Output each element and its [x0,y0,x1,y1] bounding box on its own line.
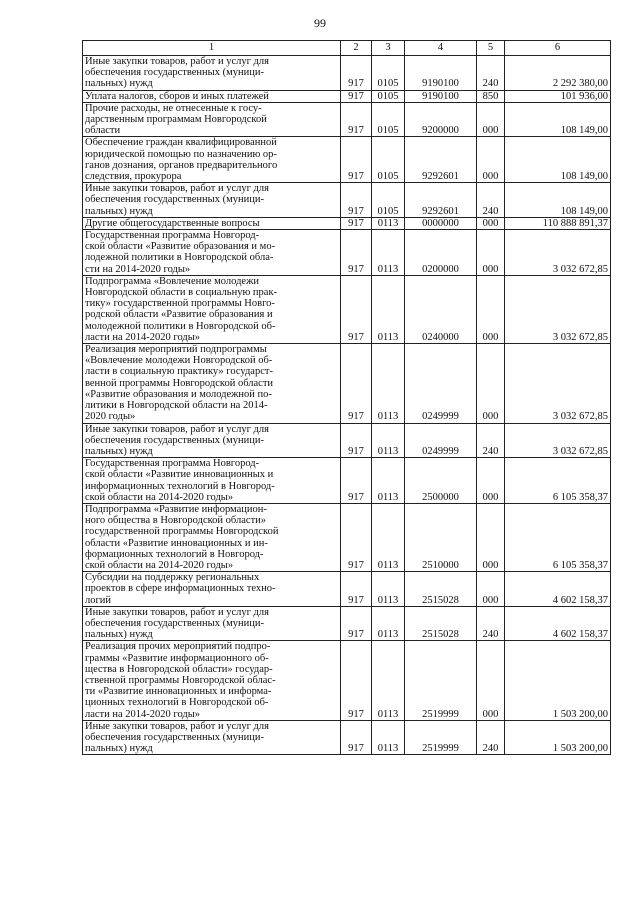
expense-name-line: обеспечения государственных (муници- [85,194,264,206]
expense-name-line: Уплата налогов, сборов и иных платежей [85,90,269,102]
expense-name [83,102,341,137]
section-code: 0113 [372,641,405,720]
header-cell: 5 [477,41,505,56]
admin-code: 917 [341,275,372,343]
expense-name-line: Другие общегосударственные вопросы [85,217,260,229]
expense-name-line: Государственная программа Новгород- [85,458,260,470]
expense-name-line: Субсидии на поддержку региональных [85,572,260,584]
expense-name-line: Новгородской области в социальную прак- [85,287,278,299]
section-code: 0105 [372,137,405,183]
expense-name-line: щества в Новгородской области» государ- [85,663,273,675]
expense-name-line: Подпрограмма «Развитие информацион- [85,503,267,515]
expense-name-line: Реализация прочих мероприятий подпро- [85,641,271,653]
admin-code: 917 [341,230,372,276]
expense-name-line: Прочие расходы, не отнесенные к госу- [85,102,262,114]
expense-type-code: 000 [477,641,505,720]
expense-name-line: Иные закупки товаров, работ и услуг для [85,606,269,618]
admin-code: 917 [341,572,372,607]
amount: 6 105 358,37 [505,458,611,504]
admin-code: 917 [341,720,372,755]
expense-name-line: Иные закупки товаров, работ и услуг для [85,56,269,67]
admin-code: 917 [341,183,372,218]
admin-code: 917 [341,503,372,571]
expense-name-line: обеспечения государственных (муници- [85,617,264,629]
section-code: 0113 [372,344,405,423]
header-cell: 4 [405,41,477,56]
target-article-code: 2519999 [405,720,477,755]
budget-table [82,40,611,755]
amount: 108 149,00 [505,102,611,137]
expense-name-line: Иные закупки товаров, работ и услуг для [85,720,269,732]
expense-name-line: обеспечения государственных (муници- [85,67,264,79]
target-article-code: 9190100 [405,56,477,91]
expense-type-code: 000 [477,275,505,343]
table-row [83,344,611,423]
admin-code: 917 [341,606,372,641]
section-code: 0113 [372,230,405,276]
expense-type-code: 000 [477,503,505,571]
expense-name-line: ласти на 2014-2020 годы» [85,331,201,343]
admin-code: 917 [341,641,372,720]
expense-name [83,217,341,229]
amount: 3 032 672,85 [505,275,611,343]
expense-name-line: ской области «Развитие образования и мо- [85,241,276,253]
admin-code: 917 [341,344,372,423]
target-article-code: 2500000 [405,458,477,504]
header-cell: 1 [83,41,341,56]
expense-type-code: 850 [477,90,505,102]
target-article-code: 2515028 [405,606,477,641]
expense-name [83,183,341,218]
expense-name-line: молодежной политики в Новгородской об- [85,320,276,332]
expense-name [83,423,341,458]
admin-code: 917 [341,137,372,183]
amount: 4 602 158,37 [505,572,611,607]
expense-type-code: 000 [477,137,505,183]
expense-name-line: юридической помощью по назначению ор- [85,148,277,160]
expense-type-code: 240 [477,720,505,755]
table-row [83,275,611,343]
table-row [83,230,611,276]
expense-name-line: родской области «Развитие образования и [85,309,273,321]
amount: 6 105 358,37 [505,503,611,571]
expense-name [83,458,341,504]
section-code: 0113 [372,217,405,229]
section-code: 0113 [372,423,405,458]
expense-name-line: ционных технологий в Новгородской об- [85,697,269,709]
expense-type-code: 000 [477,458,505,504]
admin-code: 917 [341,217,372,229]
section-code: 0113 [372,606,405,641]
expense-name-line: литики в Новгородской области на 2014- [85,400,268,412]
target-article-code: 0249999 [405,423,477,458]
table-row [83,606,611,641]
expense-name-line: Иные закупки товаров, работ и услуг для [85,183,269,195]
target-article-code: 0200000 [405,230,477,276]
amount: 101 936,00 [505,90,611,102]
expense-name [83,606,341,641]
expense-name-line: Подпрограмма «Вовлечение молодежи [85,275,259,287]
expense-name [83,137,341,183]
expense-name [83,344,341,423]
expense-name [83,572,341,607]
header-cell: 2 [341,41,372,56]
table-row [83,423,611,458]
target-article-code: 2510000 [405,503,477,571]
expense-name-line: сти на 2014-2020 годы» [85,263,191,275]
table-row [83,56,611,91]
expense-name [83,275,341,343]
target-article-code: 9292601 [405,183,477,218]
target-article-code: 9292601 [405,137,477,183]
expense-name-line: ской области «Развитие инновационных и [85,469,274,481]
expense-name-line: области «Развитие инновационных и ин- [85,537,268,549]
expense-name-line: пальных) нужд [85,445,153,457]
admin-code: 917 [341,458,372,504]
table-row [83,90,611,102]
expense-name-line: ской области на 2014-2020 годы» [85,559,234,571]
expense-type-code: 240 [477,606,505,641]
target-article-code: 2519999 [405,641,477,720]
amount: 108 149,00 [505,183,611,218]
admin-code: 917 [341,423,372,458]
table-row [83,641,611,720]
admin-code: 917 [341,56,372,91]
expense-name-line: обеспечения государственных (муници- [85,731,264,743]
section-code: 0113 [372,503,405,571]
expense-name [83,641,341,720]
admin-code: 917 [341,102,372,137]
expense-name-line: ти «Развитие инновационных и информа- [85,686,272,698]
expense-name-line: информационных технологий в Новгород- [85,480,275,492]
expense-name-line: Реализация мероприятий подпрограммы [85,344,267,356]
expense-name-line: области [85,125,121,137]
amount: 3 032 672,85 [505,230,611,276]
amount: 2 292 380,00 [505,56,611,91]
section-code: 0113 [372,572,405,607]
expense-name-line: дарственным программам Новгородской [85,114,267,126]
expense-name-line: ганов дознания, органов предварительного [85,159,278,171]
amount: 3 032 672,85 [505,344,611,423]
amount: 3 032 672,85 [505,423,611,458]
expense-name-line: пальных) нужд [85,629,153,641]
expense-name-line: ласти на 2014-2020 годы» [85,708,201,720]
expense-name-line: тику» государственной программы Новго- [85,298,275,310]
table-row [83,102,611,137]
expense-name-line: пальных) нужд [85,205,153,217]
expense-name [83,90,341,102]
expense-name-line: ской области на 2014-2020 годы» [85,491,234,503]
amount: 1 503 200,00 [505,641,611,720]
expense-name-line: Обеспечение граждан квалифицированной [85,137,277,149]
expense-type-code: 240 [477,56,505,91]
target-article-code: 9200000 [405,102,477,137]
header-row [83,41,611,56]
target-article-code: 0000000 [405,217,477,229]
expense-type-code: 000 [477,230,505,276]
section-code: 0113 [372,458,405,504]
section-code: 0113 [372,720,405,755]
section-code: 0105 [372,183,405,218]
expense-name-line: венной программы Новгородской области [85,377,274,389]
section-code: 0105 [372,56,405,91]
expense-name-line: государственной программы Новгородской [85,526,279,538]
expense-name-line: лодежной политики в Новгородской обла- [85,252,274,264]
table-row [83,458,611,504]
expense-name-line: ного общества в Новгородской области» [85,515,267,527]
expense-name-line: обеспечения государственных (муници- [85,434,264,446]
expense-name-line: 2020 годы» [85,411,136,423]
expense-type-code: 240 [477,183,505,218]
header-cell: 3 [372,41,405,56]
expense-type-code: 240 [477,423,505,458]
page-number: 99 [314,16,326,30]
table-row [83,503,611,571]
expense-name-line: логий [85,594,112,606]
table-row [83,217,611,229]
table-row [83,720,611,755]
expense-name [83,503,341,571]
expense-type-code: 000 [477,217,505,229]
amount: 110 888 891,37 [505,217,611,229]
target-article-code: 0249999 [405,344,477,423]
table-row [83,137,611,183]
expense-name-line: пальных) нужд [85,78,153,90]
admin-code: 917 [341,90,372,102]
expense-name-line: ственной программы Новгородской облас- [85,674,276,686]
expense-name-line: формационных технологий в Новгород- [85,548,264,560]
expense-name-line: Иные закупки товаров, работ и услуг для [85,423,269,435]
section-code: 0105 [372,102,405,137]
target-article-code: 2515028 [405,572,477,607]
amount: 108 149,00 [505,137,611,183]
expense-name [83,720,341,755]
expense-name-line: граммы «Развитие информационного об- [85,652,269,664]
expense-name-line: Государственная программа Новгород- [85,230,260,242]
target-article-code: 9190100 [405,90,477,102]
expense-name-line: «Развитие образования и молодежной по- [85,388,272,400]
expense-type-code: 000 [477,102,505,137]
amount: 1 503 200,00 [505,720,611,755]
target-article-code: 0240000 [405,275,477,343]
expense-name-line: следствия, прокурора [85,171,182,183]
amount: 4 602 158,37 [505,606,611,641]
section-code: 0105 [372,90,405,102]
expense-name-line: «Вовлечение молодежи Новгородской об- [85,355,273,367]
expense-name [83,56,341,91]
section-code: 0113 [372,275,405,343]
expense-name [83,230,341,276]
expense-type-code: 000 [477,572,505,607]
table-row [83,183,611,218]
header-cell: 6 [505,41,611,56]
expense-name-line: проектов в сфере информационных техно- [85,583,276,595]
expense-type-code: 000 [477,344,505,423]
table-row [83,572,611,607]
expense-name-line: пальных) нужд [85,743,153,755]
expense-name-line: ласти в социальную практику» государст- [85,366,273,378]
